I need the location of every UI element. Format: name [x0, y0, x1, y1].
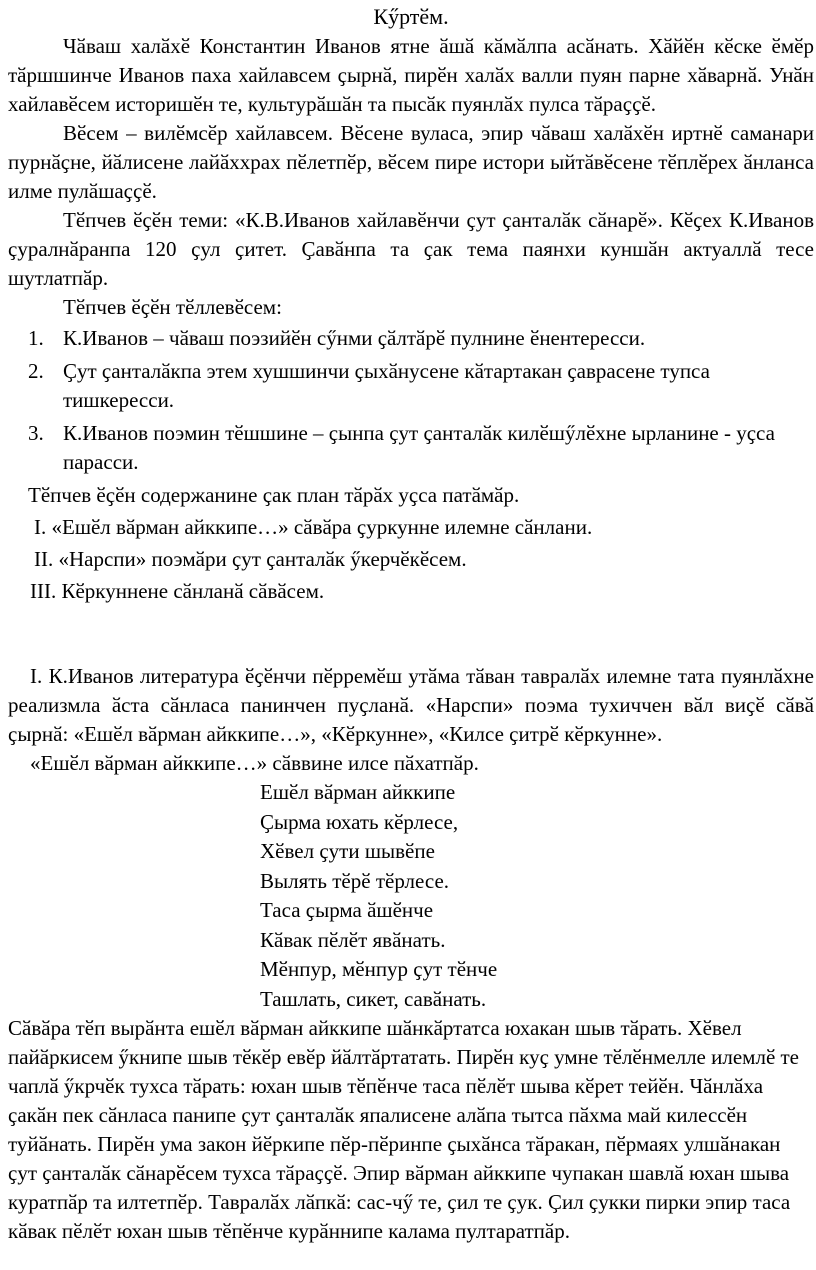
poem-line: Кӑвак пӗлӗт явӑнать. [260, 927, 446, 952]
plan-heading: Тӗпчев ӗҫӗн содержанине ҫак план тӑрӑх уҫса патӑмӑр. [28, 483, 520, 507]
poem-block [260, 778, 814, 1014]
poem-line: Ташлать, сикет, савӑнать. [260, 986, 487, 1011]
list-item [8, 419, 814, 477]
goals-heading: Тӗпчев ӗҫӗн тӗллевӗсем: [63, 295, 282, 319]
document-title: Кӳртӗм. [373, 4, 449, 29]
list-item-text: К.Иванов поэмин тӗшшине – ҫынпа ҫут ҫанталӑк килӗшӳлӗхне ырланине - уҫса парасси. [63, 421, 775, 474]
intro-paragraph-2: Вӗсем – вилӗмсӗр хайлавсем. Вӗсене вуласа, эпир чӑваш халӑхӗн иртнӗ саманари пурнӑҫне, йӑлисене лайӑххрах пӗлетпӗр, вӗсем пире истори ыйтӑвӗсене тӗплӗрех ӑнланса илме пулӑшаҫҫӗ. [8, 121, 814, 203]
poem-line: Хӗвел ҫути шывӗпе [260, 839, 435, 863]
poem-line: Мӗнпур, мӗнпур ҫут тӗнче [260, 957, 498, 981]
section-spacer [8, 609, 814, 662]
poem-line: Вылять тӗрӗ тӗрлесе. [260, 868, 450, 893]
plan-item-2: II. «Нарспи» поэмӑри ҫут ҫанталӑк ӳкерчӗкӗсем. [34, 547, 467, 571]
list-item-number: 1. [28, 326, 44, 350]
poem-line: Таса ҫырма ӑшӗнче [260, 898, 434, 922]
poem-line: Ешӗл вӑрман айккипе [260, 780, 456, 804]
goals-list [8, 324, 814, 477]
list-item-text: Ҫут ҫанталӑкпа этем хушшинчи ҫыхӑнусене кӑтартакан ҫаврасене тупса тишкересси. [63, 359, 710, 412]
poem-intro: «Ешӗл вӑрман айккипе…» сӑввине илсе пӑхатпӑр. [30, 751, 479, 775]
document-page [8, 0, 814, 1246]
poem-analysis-paragraph: Сӑвӑра тӗп вырӑнта ешӗл вӑрман айккипе шӑнкӑртатса юхакан шыв тӑрать. Хӗвел пайӑркисем ӳкнипе шыв тӗкӗр евӗр йӑлтӑртатать. Пирӗн куҫ умне тӗлӗнмелле илемлӗ те чаплӑ ӳкрчӗк тухса тӑрать: юхан шыв тӗпӗнче таса пӗлӗт шыва кӗрет тейӗн. Чӑнлӑха ҫакӑн пек сӑнласа панипе ҫут ҫанталӑк япалисене алӑпа тытса пӑхма май килессӗн туйӑнать. Пирӗн ума закон йӗркипе пӗр-пӗринпе ҫыхӑнса тӑракан, пӗрмаях улшӑнакан ҫут ҫанталӑк сӑнарӗсем тухса тӑраҫҫӗ. Эпир вӑрман айккипе чупакан шавлӑ юхан шыва куратпӑр та илтетпӗр. Тавралӑх лӑпкӑ: сас-чӳ те, ҫил те ҫук. Ҫил ҫукки пирки эпир таса кӑвак пӗлӗт юхан шыв тӗпӗнче курӑннипе калама пултаратпӑр. [8, 1016, 800, 1243]
section-1-paragraph: I. К.Иванов литература ӗҫӗнчи пӗрремӗш утӑма тӑван тавралӑх илемне тата пуянлӑхне реализмла ӑста сӑнласа панинчен пуҫланӑ. «Нарспи» поэма тухиччен вӑл виҫӗ сӑвӑ ҫырнӑ: «Ешӗл вӑрман айккипе…», «Кӗркунне», «Килсе ҫитрӗ кӗркунне». [8, 664, 814, 746]
list-item [8, 324, 814, 353]
poem-line: Ҫырма юхать кӗрлесе, [260, 809, 459, 834]
intro-paragraph-3: Тӗпчев ӗҫӗн теми: «К.В.Иванов хайлавӗнчи ҫут ҫанталӑк сӑнарӗ». Кӗҫех К.Иванов ҫуралнӑранпа 120 ҫул ҫитет. Ҫавӑнпа та ҫак тема паянхи куншӑн актуаллӑ тесе шутлатпӑр. [8, 208, 814, 290]
plan-item-1: I. «Ешӗл вӑрман айккипе…» сӑвӑра ҫуркунне илемне сӑнлани. [34, 515, 593, 539]
intro-paragraph-1: Чӑваш халӑхӗ Константин Иванов ятне ӑшӑ кӑмӑлпа асӑнать. Хӑйӗн кӗске ӗмӗр тӑршшинче Иванов паха хайлавсем ҫырнӑ, пирӗн халӑх валли пуян парне хӑварнӑ. Унӑн хайлавӗсем историшӗн те, культурӑшӑн та пысӑк пуянлӑх пулса тӑраҫҫӗ. [8, 34, 814, 116]
plan-item-3: III. Кӗркуннене сӑнланӑ сӑвӑсем. [30, 579, 325, 603]
list-item-text: К.Иванов – чӑваш поэзийӗн сӳнми ҫӑлтӑрӗ пулнине ӗнентересси. [63, 326, 646, 350]
list-item-number: 3. [28, 421, 44, 445]
list-item-number: 2. [28, 359, 44, 383]
list-item [8, 357, 814, 415]
